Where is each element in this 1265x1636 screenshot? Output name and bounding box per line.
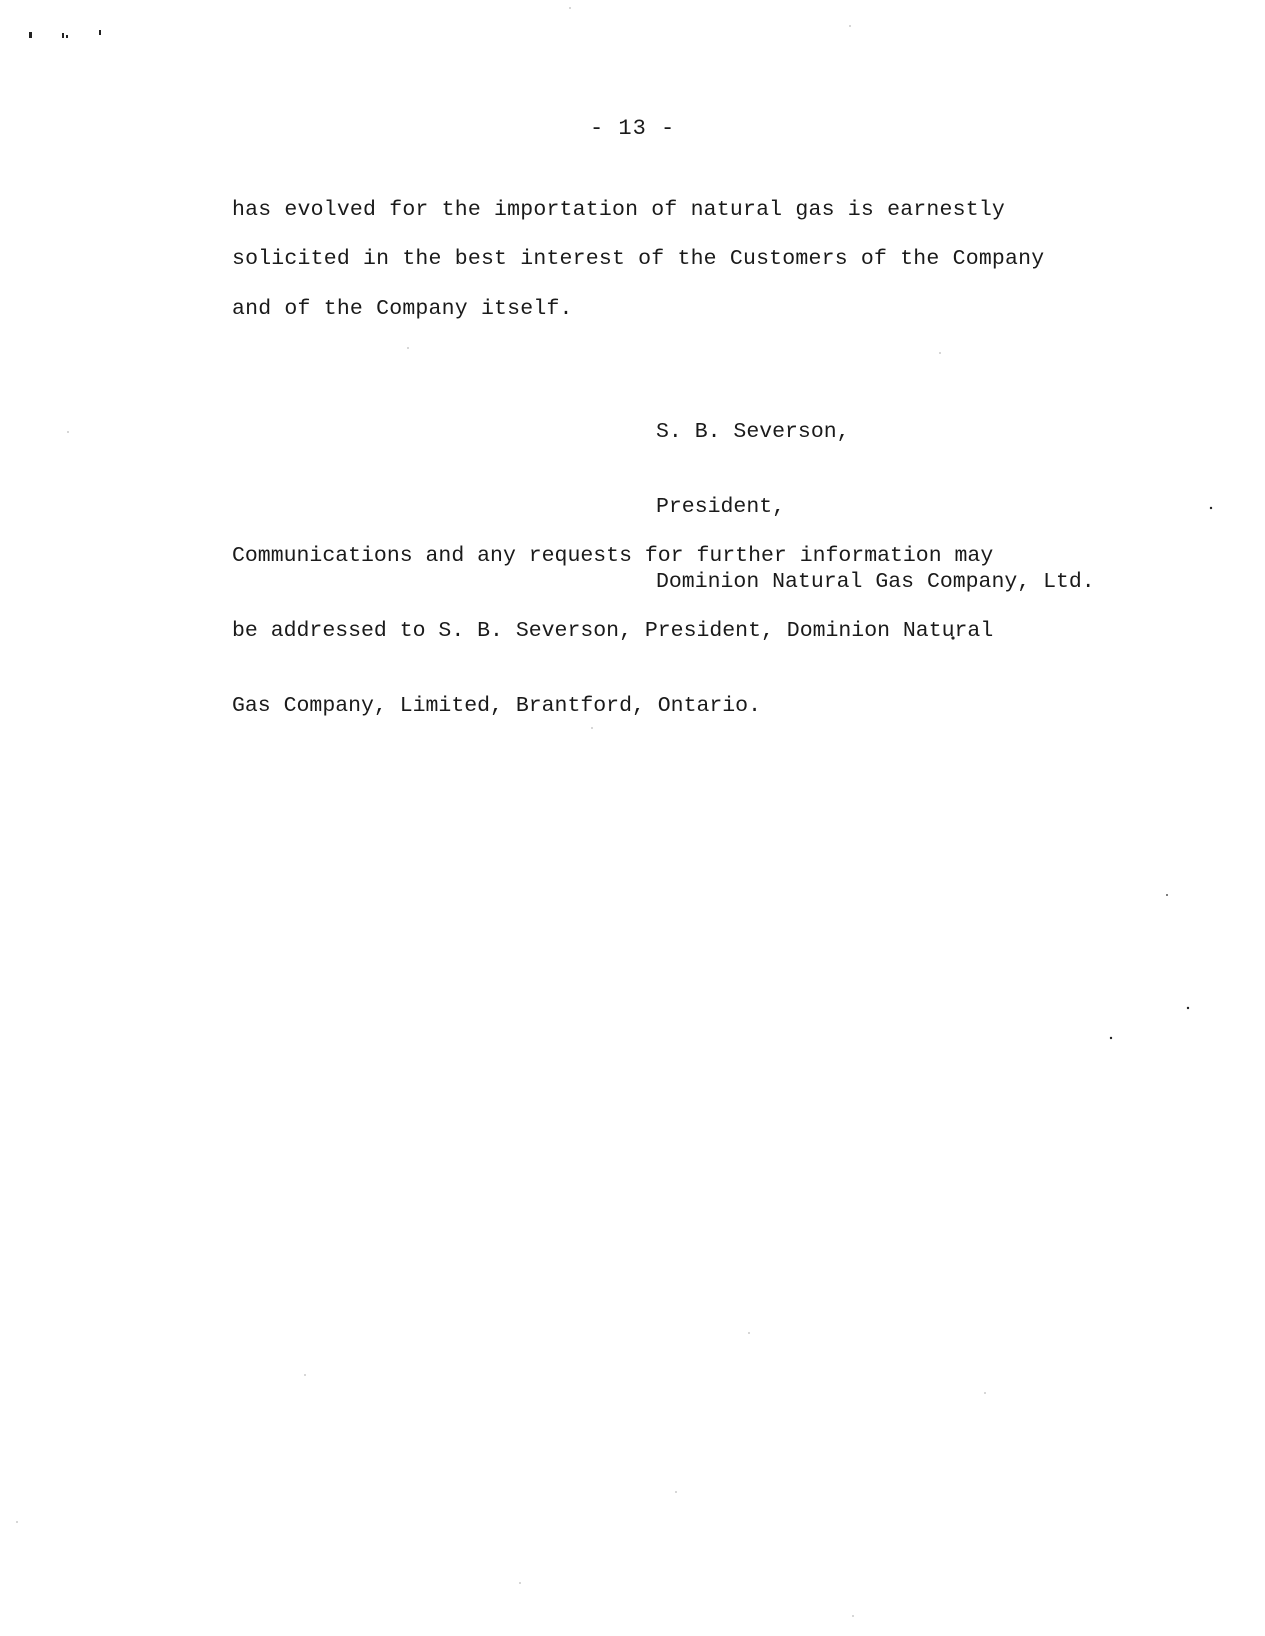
contact-paragraph [232, 494, 993, 769]
page-number: - 13 - [590, 116, 676, 141]
contact-line-3: Gas Company, Limited, Brantford, Ontario. [232, 694, 761, 718]
signatory-name: S. B. Severson, [656, 420, 850, 444]
signatory-title: President, [656, 495, 786, 519]
signatory-company: Dominion Natural Gas Company, Ltd. [656, 570, 1095, 594]
contact-line-2: be addressed to S. B. Severson, President, Dominion Natural [232, 619, 994, 643]
contact-line-1: Communications and any requests for further information may [232, 544, 994, 568]
body-line-2: solicited in the best interest of the Customers of the Company [232, 247, 1045, 271]
corner-marks [0, 0, 1, 1]
body-line-3: and of the Company itself. [232, 297, 573, 321]
body-line-1: has evolved for the importation of natural gas is earnestly [232, 198, 1006, 222]
